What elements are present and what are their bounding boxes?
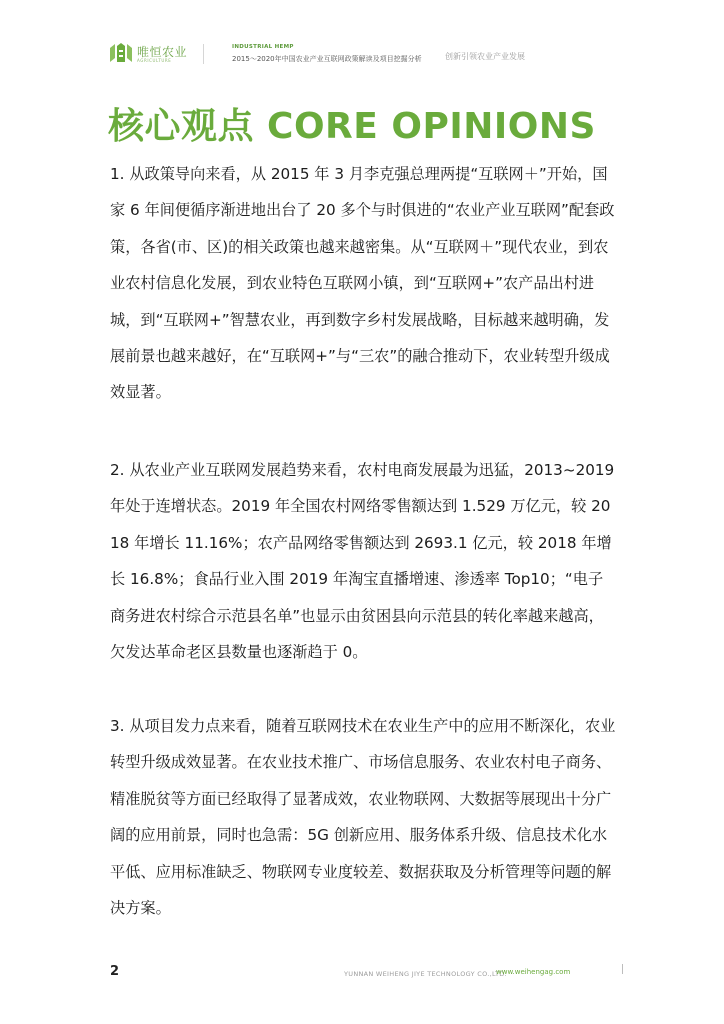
page-title: 核心观点 CORE OPINIONS: [108, 106, 596, 147]
footer-divider: [622, 964, 623, 974]
logo-text: 唯恒农业: [137, 45, 188, 59]
footer-url[interactable]: www.weihengag.com: [496, 968, 571, 976]
report-title: 2015～2020年中国农业产业互联网政策解读及项目挖掘分析: [232, 55, 422, 63]
opinion-paragraph-2: 2. 从农业产业互联网发展趋势来看，农村电商发展最为迅猛，2013~2019 年处于连增状态。2019 年全国农村网络零售额达到 1.529 万亿元，较 2018 年增长 11.16%；农产品网络零售额达到 2693.1 亿元，较 2018 年增长 16.8%；食品行业入围 2019 年淘宝直播增速、渗透率 Top10；“电子商务进农村综合示范县名单”也显示由贫困县向示范县的转化率越来越高，欠发达革命老区县数量也逐渐趋于 0。: [110, 461, 615, 662]
opinion-paragraph-3: 3. 从项目发力点来看，随着互联网技术在农业生产中的应用不断深化，农业转型升级成效显著。在农业技术推广、市场信息服务、农业农村电子商务、精准脱贫等方面已经取得了显著成效，农业物联网、大数据等展现出十分广阔的应用前景，同时也急需：5G 创新应用、服务体系升级、信息技术化水平低、应用标准缺乏、物联网专业度较差、数据获取及分析管理等问题的解决方案。: [110, 717, 616, 918]
logo-subtext: AGRICULTURE: [137, 58, 172, 63]
opinion-paragraph-1: 1. 从政策导向来看，从 2015 年 3 月李克强总理两提“互联网＋”开始，国家 6 年间便循序渐进地出台了 20 多个与时俱进的“农业产业互联网”配套政策，各省(市、区)的相关政策也越来越密集。从“互联网＋”现代农业，到农业农村信息化发展，到农业特色互联网小镇，到“互联网+”农产品出村进城，到“互联网+”智慧农业，再到数字乡村发展战略，目标越来越明确，发展前景也越来越好，在“互联网+”与“三农”的融合推动下，农业转型升级成效显著。: [110, 165, 615, 402]
header-slogan: 创新引领农业产业发展: [445, 52, 525, 61]
company-logo: [108, 42, 188, 66]
header-divider: [203, 44, 204, 64]
header-eyebrow: INDUSTRIAL HEMP: [232, 44, 294, 50]
leaf-logo-icon: [108, 42, 134, 64]
page-header: [0, 0, 724, 80]
footer-company: YUNNAN WEIHENG JIYE TECHNOLOGY CO.,LTD.: [344, 970, 507, 978]
page-number: 2: [110, 964, 120, 979]
